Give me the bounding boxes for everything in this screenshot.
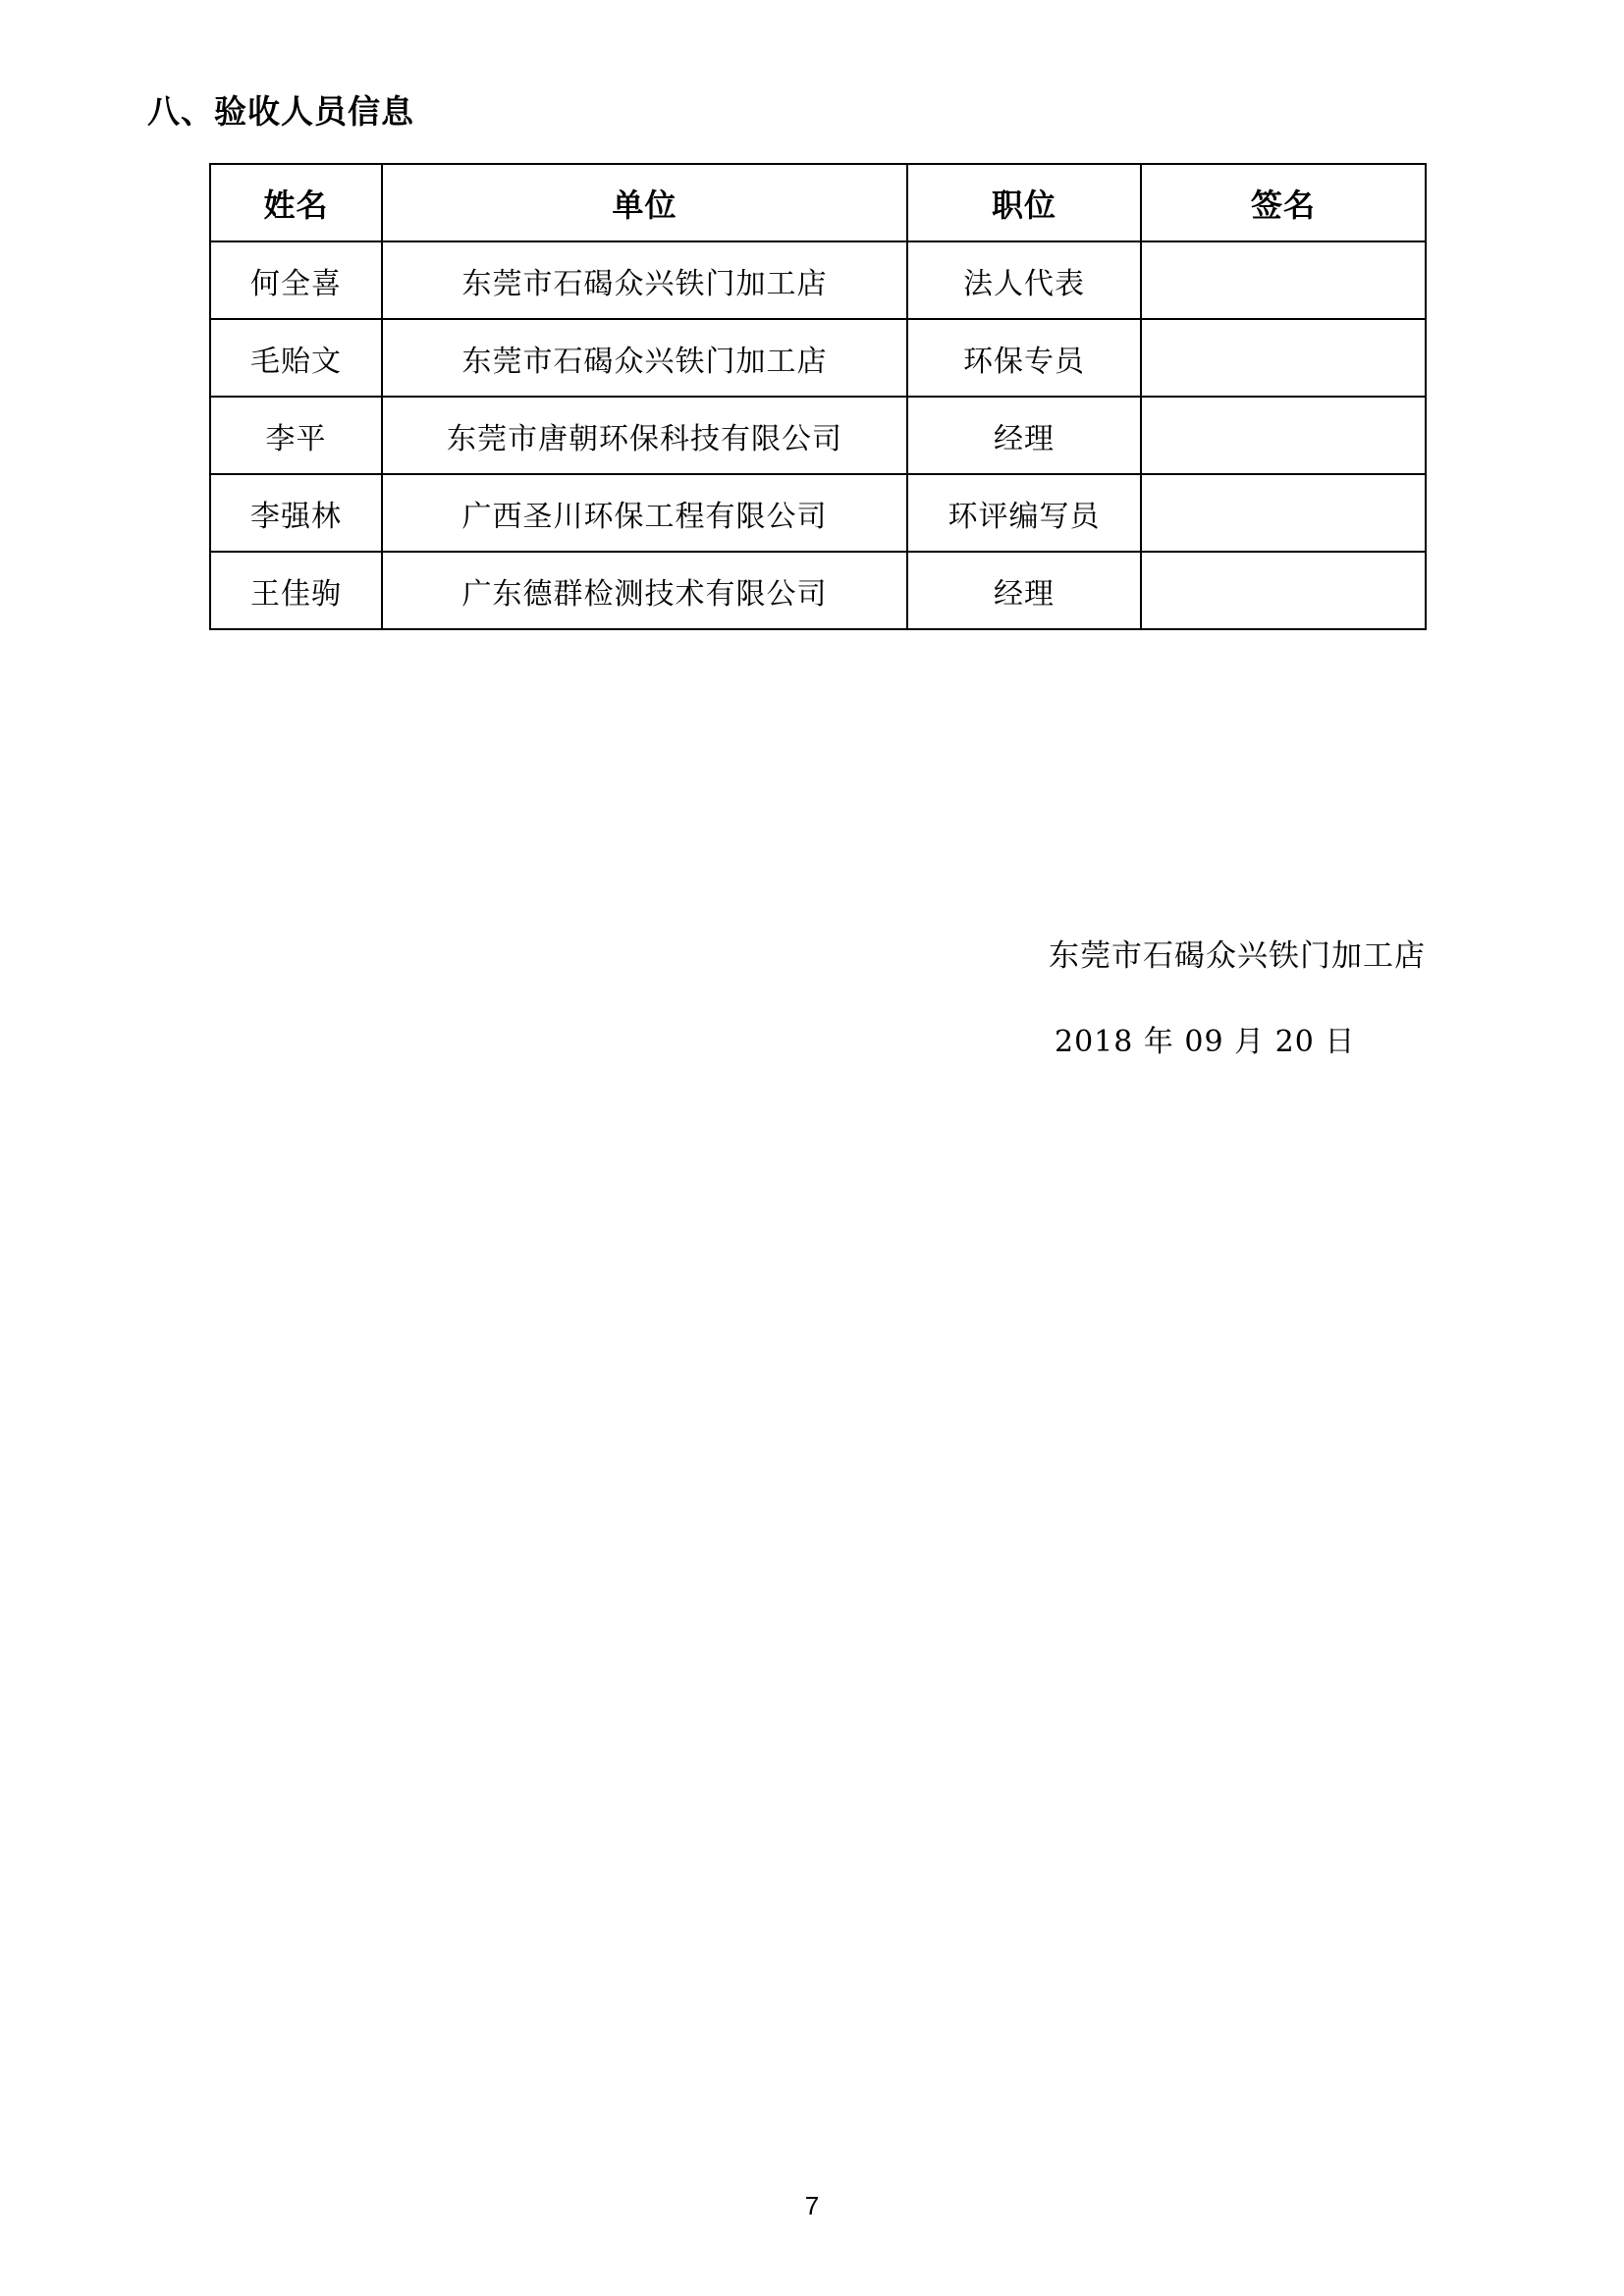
header-signature: 签名 bbox=[1141, 164, 1426, 241]
cell-name: 王佳驹 bbox=[210, 552, 382, 629]
header-name: 姓名 bbox=[210, 164, 382, 241]
cell-unit: 东莞市石碣众兴铁门加工店 bbox=[382, 319, 907, 397]
signing-date: 2018 年 09 月 20 日 bbox=[1055, 1025, 1356, 1059]
acceptance-staff-table bbox=[209, 163, 1427, 630]
table-header-row bbox=[210, 164, 1426, 241]
cell-unit: 东莞市石碣众兴铁门加工店 bbox=[382, 241, 907, 319]
header-position: 职位 bbox=[907, 164, 1141, 241]
cell-position: 经理 bbox=[907, 552, 1141, 629]
cell-signature bbox=[1141, 319, 1426, 397]
table-row bbox=[210, 397, 1426, 474]
cell-position: 法人代表 bbox=[907, 241, 1141, 319]
cell-unit: 东莞市唐朝环保科技有限公司 bbox=[382, 397, 907, 474]
table-row bbox=[210, 474, 1426, 552]
table-row bbox=[210, 241, 1426, 319]
page-number: 7 bbox=[804, 2191, 820, 2220]
cell-name: 李强林 bbox=[210, 474, 382, 552]
cell-unit: 广西圣川环保工程有限公司 bbox=[382, 474, 907, 552]
table-row bbox=[210, 552, 1426, 629]
section-title: 八、验收人员信息 bbox=[147, 92, 414, 131]
signing-company: 东莞市石碣众兴铁门加工店 bbox=[1049, 938, 1426, 974]
cell-name: 毛贻文 bbox=[210, 319, 382, 397]
table-row bbox=[210, 319, 1426, 397]
cell-position: 经理 bbox=[907, 397, 1141, 474]
cell-unit: 广东德群检测技术有限公司 bbox=[382, 552, 907, 629]
cell-position: 环保专员 bbox=[907, 319, 1141, 397]
cell-signature bbox=[1141, 552, 1426, 629]
cell-signature bbox=[1141, 474, 1426, 552]
cell-position: 环评编写员 bbox=[907, 474, 1141, 552]
cell-signature bbox=[1141, 241, 1426, 319]
header-unit: 单位 bbox=[382, 164, 907, 241]
cell-signature bbox=[1141, 397, 1426, 474]
cell-name: 何全喜 bbox=[210, 241, 382, 319]
cell-name: 李平 bbox=[210, 397, 382, 474]
